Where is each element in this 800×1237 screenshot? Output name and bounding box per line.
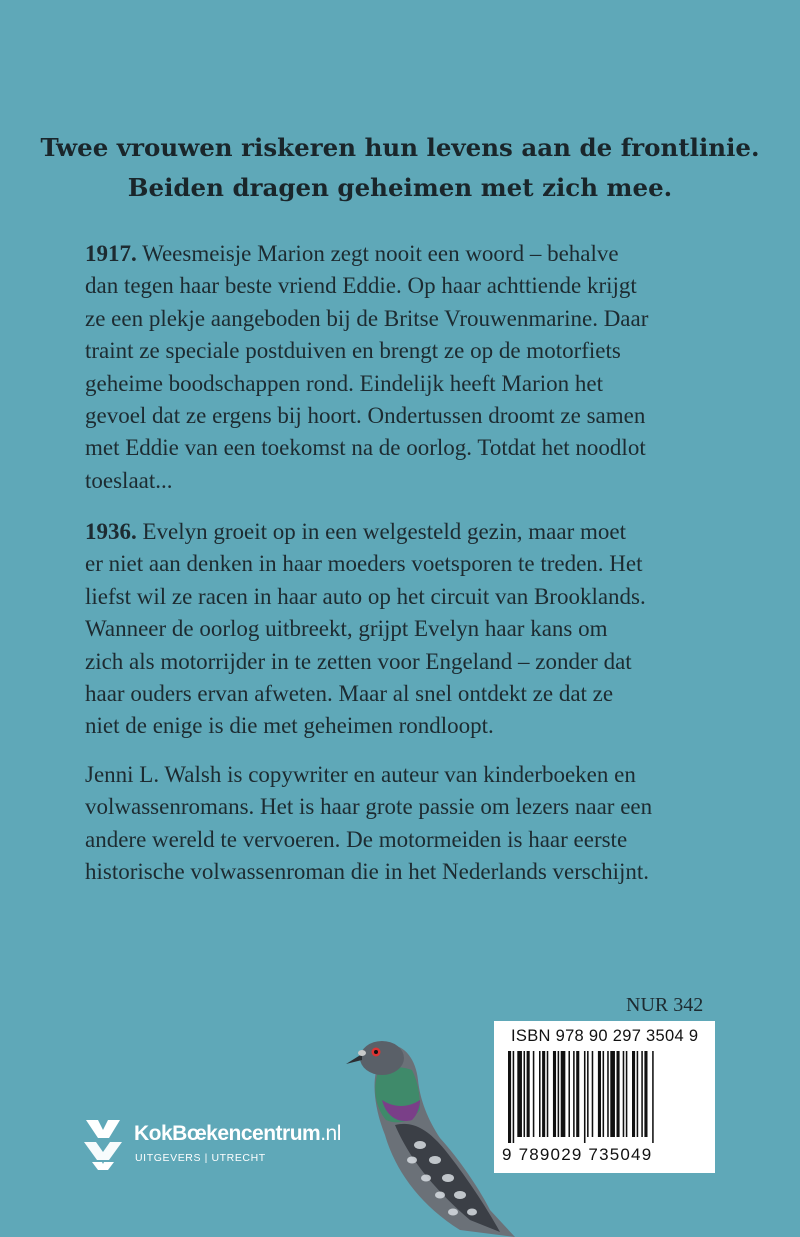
barcode-bar <box>644 1051 647 1137</box>
barcode-digits: 9 789029 735049 <box>502 1145 653 1164</box>
barcode-bar <box>576 1051 579 1137</box>
barcode-bar <box>517 1051 522 1137</box>
barcode-bar <box>547 1051 549 1137</box>
barcode-bar <box>592 1051 594 1137</box>
publisher-name: KokBœkencentrum.nl <box>134 1122 341 1145</box>
barcode-bar <box>598 1051 601 1137</box>
kokboekencentrum-logo-icon <box>82 1116 124 1172</box>
isbn-barcode <box>494 1021 715 1173</box>
barcode-bar <box>623 1051 625 1137</box>
blurb-paragraph-1936 <box>85 516 735 743</box>
barcode-bar <box>508 1051 511 1143</box>
paragraph-line: dan tegen haar beste vriend Eddie. Op haar achttiende krijgt <box>85 273 637 299</box>
year-label: 1917. <box>85 241 137 266</box>
headline <box>40 128 760 208</box>
blurb-paragraph-1917 <box>85 238 735 497</box>
paragraph-line: 1917. Weesmeisje Marion zegt nooit een woord – behalve <box>85 241 619 266</box>
barcode-bars <box>508 1051 702 1143</box>
paragraph-line: haar ouders ervan afweten. Maar al snel ontdekt ze dat ze <box>85 681 614 707</box>
barcode-bar <box>561 1051 566 1137</box>
paragraph-line: Wanneer de oorlog uitbreekt, grijpt Evelyn haar kans om <box>85 616 608 642</box>
paragraph-line: ze een plekje aangeboden bij de Britse Vrouwenmarine. Daar <box>85 305 649 331</box>
barcode-bar <box>626 1051 628 1137</box>
paragraph-line: met Eddie van een toekomst na de oorlog. Totdat het noodlot <box>85 435 646 461</box>
paragraph-line: zich als motorrijder in te zetten voor Engeland – zonder dat <box>85 648 632 674</box>
paragraph-line: andere wereld te vervoeren. De motormeiden is haar eerste <box>85 826 628 852</box>
paragraph-line: er niet aan denken in haar moeders voetsporen te treden. Het <box>85 551 643 577</box>
paragraph-line: traint ze speciale postduiven en brengt ze op de motorfiets <box>85 338 621 364</box>
paragraph-line: Jenni L. Walsh is copywriter en auteur van kinderboeken en <box>85 762 636 787</box>
barcode-bar <box>524 1051 526 1137</box>
barcode-bar <box>539 1051 541 1137</box>
barcode-bar <box>558 1051 560 1137</box>
barcode-bar <box>637 1051 639 1137</box>
headline-line-2: Beiden dragen geheimen met zich mee. <box>127 173 673 202</box>
paragraph-line: gevoel dat ze ergens bij hoort. Ondertussen droomt ze samen <box>85 403 646 429</box>
barcode-bar <box>652 1051 654 1143</box>
barcode-bar <box>584 1051 586 1143</box>
paragraph-line: 1936. Evelyn groeit op in een welgesteld gezin, maar moet <box>85 519 626 544</box>
author-bio <box>85 759 735 889</box>
barcode-bar <box>587 1051 589 1137</box>
barcode-bar <box>610 1051 615 1137</box>
nur-code: NUR 342 <box>626 994 704 1016</box>
paragraph-line: volwassenromans. Het is haar grote passie om lezers naar een <box>85 794 653 820</box>
paragraph-line: historische volwassenroman die in het Nederlands verschijnt. <box>85 859 649 885</box>
barcode-bar <box>641 1051 643 1137</box>
barcode-bar <box>568 1051 570 1137</box>
paragraph-line: toeslaat... <box>85 467 173 493</box>
paragraph-line: geheime boodschappen rond. Eindelijk heeft Marion het <box>85 370 603 396</box>
barcode-bar <box>573 1051 575 1137</box>
publisher-subtitle: UITGEVERS | UTRECHT <box>135 1152 266 1164</box>
barcode-bar <box>617 1051 620 1137</box>
paragraph-line: niet de enige is die met geheimen rondloopt. <box>85 713 494 739</box>
paragraph-line: liefst wil ze racen in haar auto op het circuit van Brooklands. <box>85 583 646 609</box>
barcode-bar <box>553 1051 556 1137</box>
barcode-bar <box>527 1051 530 1137</box>
barcode-bar <box>632 1051 635 1137</box>
isbn-label: ISBN 978 90 297 3504 9 <box>511 1027 699 1045</box>
barcode-bar <box>542 1051 545 1137</box>
barcode-bar <box>533 1051 535 1137</box>
year-label: 1936. <box>85 519 137 544</box>
headline-line-1: Twee vrouwen riskeren hun levens aan de frontlinie. <box>40 133 760 162</box>
barcode-bar <box>607 1051 609 1137</box>
barcode-bar <box>603 1051 605 1137</box>
barcode-bar <box>513 1051 515 1143</box>
